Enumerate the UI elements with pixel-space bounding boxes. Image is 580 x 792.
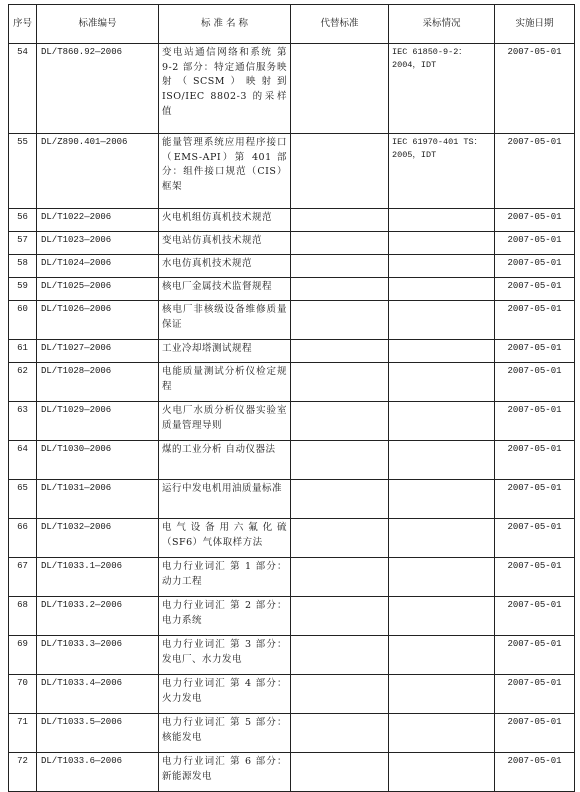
replaced-standard	[291, 255, 389, 278]
standard-code: DL/Z890.401—2006	[37, 134, 159, 209]
standard-name: 电力行业词汇 第 4 部分：火力发电	[159, 675, 291, 714]
header-name: 标 准 名 称	[159, 5, 291, 44]
implementation-date: 2007-05-01	[495, 278, 575, 301]
standard-code: DL/T1023—2006	[37, 232, 159, 255]
replaced-standard	[291, 480, 389, 519]
standard-code: DL/T1033.2—2006	[37, 597, 159, 636]
adoption-status	[389, 675, 495, 714]
table-row	[9, 134, 575, 209]
replaced-standard	[291, 209, 389, 232]
standards-table	[8, 4, 575, 792]
implementation-date: 2007-05-01	[495, 441, 575, 480]
adoption-status	[389, 209, 495, 232]
adoption-status	[389, 278, 495, 301]
standard-name: 电能质量测试分析仪检定规程	[159, 363, 291, 402]
implementation-date: 2007-05-01	[495, 301, 575, 340]
replaced-standard	[291, 134, 389, 209]
adoption-status	[389, 519, 495, 558]
implementation-date: 2007-05-01	[495, 340, 575, 363]
header-replaced: 代替标准	[291, 5, 389, 44]
table-row	[9, 714, 575, 753]
table-row	[9, 480, 575, 519]
standard-name: 核电厂非核级设备维修质量保证	[159, 301, 291, 340]
row-number: 60	[9, 301, 37, 340]
standard-code: DL/T1033.3—2006	[37, 636, 159, 675]
row-number: 67	[9, 558, 37, 597]
table-row	[9, 597, 575, 636]
row-number: 65	[9, 480, 37, 519]
standard-name: 电力行业词汇 第 5 部分：核能发电	[159, 714, 291, 753]
implementation-date: 2007-05-01	[495, 255, 575, 278]
row-number: 68	[9, 597, 37, 636]
replaced-standard	[291, 714, 389, 753]
replaced-standard	[291, 301, 389, 340]
standard-code: DL/T1033.5—2006	[37, 714, 159, 753]
replaced-standard	[291, 402, 389, 441]
table-row	[9, 753, 575, 792]
standard-code: DL/T1031—2006	[37, 480, 159, 519]
implementation-date: 2007-05-01	[495, 753, 575, 792]
implementation-date: 2007-05-01	[495, 675, 575, 714]
standard-code: DL/T1026—2006	[37, 301, 159, 340]
standard-name: 火电厂水质分析仪器实验室质量管理导则	[159, 402, 291, 441]
standard-name: 电气设备用六氟化硫（SF6）气体取样方法	[159, 519, 291, 558]
replaced-standard	[291, 363, 389, 402]
standard-code: DL/T1028—2006	[37, 363, 159, 402]
table-row	[9, 519, 575, 558]
row-number: 57	[9, 232, 37, 255]
table-row	[9, 636, 575, 675]
implementation-date: 2007-05-01	[495, 519, 575, 558]
replaced-standard	[291, 753, 389, 792]
implementation-date: 2007-05-01	[495, 232, 575, 255]
standard-name: 能量管理系统应用程序接口（EMS-API）第 401 部分：组件接口规范（CIS）框架	[159, 134, 291, 209]
row-number: 62	[9, 363, 37, 402]
header-code: 标准编号	[37, 5, 159, 44]
standard-code: DL/T1029—2006	[37, 402, 159, 441]
implementation-date: 2007-05-01	[495, 134, 575, 209]
row-number: 72	[9, 753, 37, 792]
standard-name: 水电仿真机技术规范	[159, 255, 291, 278]
replaced-standard	[291, 675, 389, 714]
standard-name: 变电站通信网络和系统 第 9-2 部分：特定通信服务映射（SCSM）映射到 ISO/IEC 8802-3 的采样值	[159, 44, 291, 134]
standard-code: DL/T1032—2006	[37, 519, 159, 558]
document-page	[8, 4, 574, 792]
adoption-status	[389, 363, 495, 402]
row-number: 70	[9, 675, 37, 714]
table-row	[9, 301, 575, 340]
header-date: 实施日期	[495, 5, 575, 44]
standard-code: DL/T1022—2006	[37, 209, 159, 232]
row-number: 63	[9, 402, 37, 441]
table-row	[9, 402, 575, 441]
standard-name: 核电厂金属技术监督规程	[159, 278, 291, 301]
adoption-status	[389, 441, 495, 480]
standard-name: 变电站仿真机技术规范	[159, 232, 291, 255]
standard-name: 运行中发电机用油质量标准	[159, 480, 291, 519]
implementation-date: 2007-05-01	[495, 209, 575, 232]
row-number: 54	[9, 44, 37, 134]
adoption-status	[389, 255, 495, 278]
standard-code: DL/T1024—2006	[37, 255, 159, 278]
standard-name: 工业冷却塔测试规程	[159, 340, 291, 363]
table-row	[9, 232, 575, 255]
implementation-date: 2007-05-01	[495, 480, 575, 519]
table-row	[9, 441, 575, 480]
adoption-status	[389, 301, 495, 340]
standard-name: 电力行业词汇 第 6 部分：新能源发电	[159, 753, 291, 792]
replaced-standard	[291, 44, 389, 134]
replaced-standard	[291, 636, 389, 675]
header-adopted: 采标情况	[389, 5, 495, 44]
header-num: 序号	[9, 5, 37, 44]
standard-code: DL/T1030—2006	[37, 441, 159, 480]
replaced-standard	[291, 597, 389, 636]
replaced-standard	[291, 340, 389, 363]
table-header	[9, 5, 575, 44]
implementation-date: 2007-05-01	[495, 558, 575, 597]
standard-code: DL/T1033.4—2006	[37, 675, 159, 714]
row-number: 55	[9, 134, 37, 209]
table-row	[9, 44, 575, 134]
table-row	[9, 363, 575, 402]
row-number: 71	[9, 714, 37, 753]
table-row	[9, 558, 575, 597]
replaced-standard	[291, 558, 389, 597]
table-row	[9, 209, 575, 232]
row-number: 59	[9, 278, 37, 301]
implementation-date: 2007-05-01	[495, 636, 575, 675]
row-number: 61	[9, 340, 37, 363]
replaced-standard	[291, 232, 389, 255]
implementation-date: 2007-05-01	[495, 402, 575, 441]
adoption-status: IEC 61850-9-2：2004，IDT	[389, 44, 495, 134]
implementation-date: 2007-05-01	[495, 597, 575, 636]
replaced-standard	[291, 441, 389, 480]
adoption-status: IEC 61970-401 TS：2005，IDT	[389, 134, 495, 209]
adoption-status	[389, 480, 495, 519]
table-row	[9, 255, 575, 278]
standard-code: DL/T1027—2006	[37, 340, 159, 363]
standard-name: 电力行业词汇 第 2 部分：电力系统	[159, 597, 291, 636]
adoption-status	[389, 714, 495, 753]
standard-code: DL/T1025—2006	[37, 278, 159, 301]
adoption-status	[389, 340, 495, 363]
adoption-status	[389, 558, 495, 597]
implementation-date: 2007-05-01	[495, 363, 575, 402]
row-number: 56	[9, 209, 37, 232]
adoption-status	[389, 636, 495, 675]
standard-name: 电力行业词汇 第 1 部分：动力工程	[159, 558, 291, 597]
row-number: 69	[9, 636, 37, 675]
adoption-status	[389, 753, 495, 792]
adoption-status	[389, 402, 495, 441]
row-number: 66	[9, 519, 37, 558]
standard-code: DL/T1033.1—2006	[37, 558, 159, 597]
table-row	[9, 278, 575, 301]
replaced-standard	[291, 519, 389, 558]
implementation-date: 2007-05-01	[495, 714, 575, 753]
row-number: 58	[9, 255, 37, 278]
adoption-status	[389, 597, 495, 636]
implementation-date: 2007-05-01	[495, 44, 575, 134]
standard-code: DL/T1033.6—2006	[37, 753, 159, 792]
adoption-status	[389, 232, 495, 255]
table-row	[9, 675, 575, 714]
standard-name: 煤的工业分析 自动仪器法	[159, 441, 291, 480]
table-body	[9, 44, 575, 792]
standard-name: 火电机组仿真机技术规范	[159, 209, 291, 232]
table-row	[9, 340, 575, 363]
standard-name: 电力行业词汇 第 3 部分：发电厂、水力发电	[159, 636, 291, 675]
standard-code: DL/T860.92—2006	[37, 44, 159, 134]
row-number: 64	[9, 441, 37, 480]
replaced-standard	[291, 278, 389, 301]
